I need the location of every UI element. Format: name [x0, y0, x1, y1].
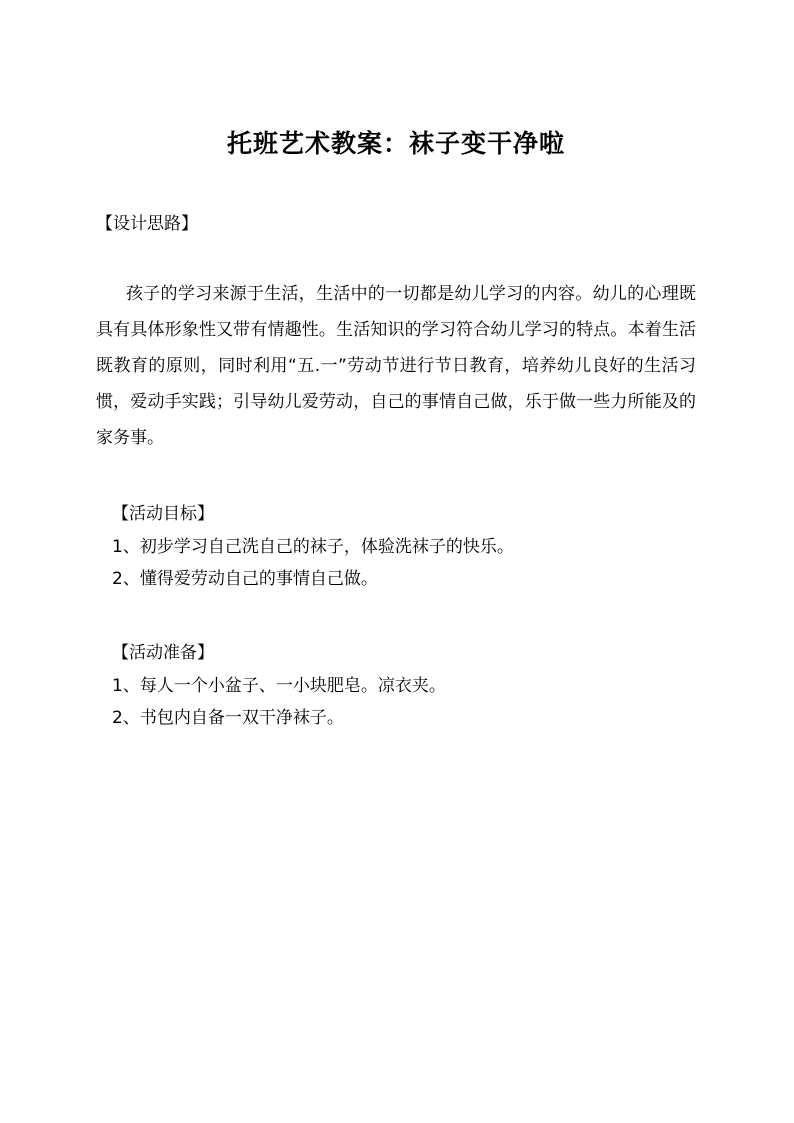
list-item: 2、懂得爱劳动自己的事情自己做。 — [112, 569, 378, 590]
list-item: 1、初步学习自己洗自己的袜子，体验洗袜子的快乐。 — [112, 536, 514, 557]
section-heading-activity-goals: 【活动目标】 — [112, 504, 214, 525]
document-content — [96, 124, 696, 734]
section-heading-design-idea: 【设计思路】 — [96, 214, 198, 234]
page-title: 托班艺术教案：袜子变干净啦 — [226, 129, 565, 158]
section-body-design-idea: 孩子的学习来源于生活，生活中的一切都是幼儿学习的内容。幼儿的心理既具有具体形象性又带有情趣性。生活知识的学习符合幼儿学习的特点。本着生活既教育的原则，同时利用“五.一”劳动节进行节日教育，培养幼儿良好的生活习惯，爱动手实践；引导幼儿爱劳动，自己的事情自己做，乐于做一些力所能及的家务事。 — [96, 284, 696, 449]
list-item: 2、书包内自备一双干净袜子。 — [112, 707, 344, 728]
section-heading-activity-prep: 【活动准备】 — [112, 643, 214, 664]
list-item: 1、每人一个小盆子、一小块肥皂。凉衣夹。 — [112, 675, 446, 696]
